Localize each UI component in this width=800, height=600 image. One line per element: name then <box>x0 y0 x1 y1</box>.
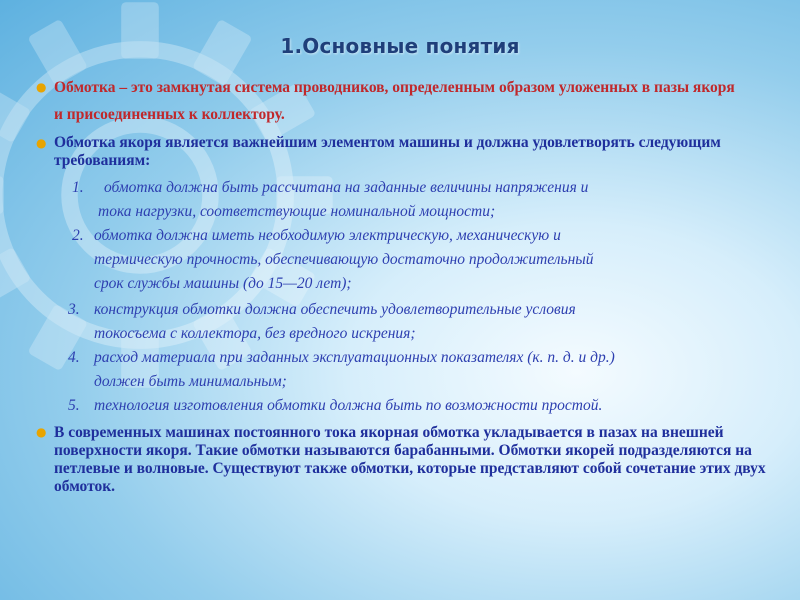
list-item-number: 5. <box>68 397 80 414</box>
bullet-icon: ● <box>36 425 47 439</box>
list-item-line: тока нагрузки, соответствующие номинальной мощности; <box>98 203 496 220</box>
list-item-number: 3. <box>68 301 80 318</box>
requirements-intro-paragraph: Обмотка якоря является важнейшим элементом машины и должна удовлетворять следующим требованиям: <box>54 134 721 169</box>
list-item-line: должен быть минимальным; <box>94 373 287 390</box>
slide-title: 1.Основные понятия <box>280 34 520 58</box>
list-item-line: срок службы машины (до 15—20 лет); <box>94 275 352 292</box>
list-item-line: термическую прочность, обеспечивающую достаточно продолжительный <box>94 251 594 268</box>
list-item-number: 2. <box>72 227 84 244</box>
list-item-number: 1. <box>72 179 84 196</box>
list-item-line: обмотка должна иметь необходимую электрическую, механическую и <box>94 227 561 244</box>
drum-windings-paragraph: В современных машинах постоянного тока якорная обмотка укладывается в пазах на внешней поверхности якоря. Такие обмотки называются барабанными. Обмотки якорей подразделяются на петлевые и волновые. Существуют также обмотки, которые представляют собой сочетание этих двух обмоток. <box>54 424 766 495</box>
definition-paragraph: Обмотка – это замкнутая система проводников, определенным образом уложенных в пазы якоря и присоединенных к коллектору. <box>54 79 735 123</box>
list-item-line: конструкция обмотки должна обеспечить удовлетворительные условия <box>94 301 576 318</box>
bullet-icon: ● <box>36 136 47 150</box>
list-item-number: 4. <box>68 349 80 366</box>
list-item-line: токосъема с коллектора, без вредного искрения; <box>94 325 416 342</box>
list-item-line: расход материала при заданных эксплуатационных показателях (к. п. д. и др.) <box>94 349 615 366</box>
bullet-icon: ● <box>36 80 47 94</box>
list-item-line: технология изготовления обмотки должна быть по возможности простой. <box>94 397 603 414</box>
list-item-line: обмотка должна быть рассчитана на заданные величины напряжения и <box>104 179 589 196</box>
